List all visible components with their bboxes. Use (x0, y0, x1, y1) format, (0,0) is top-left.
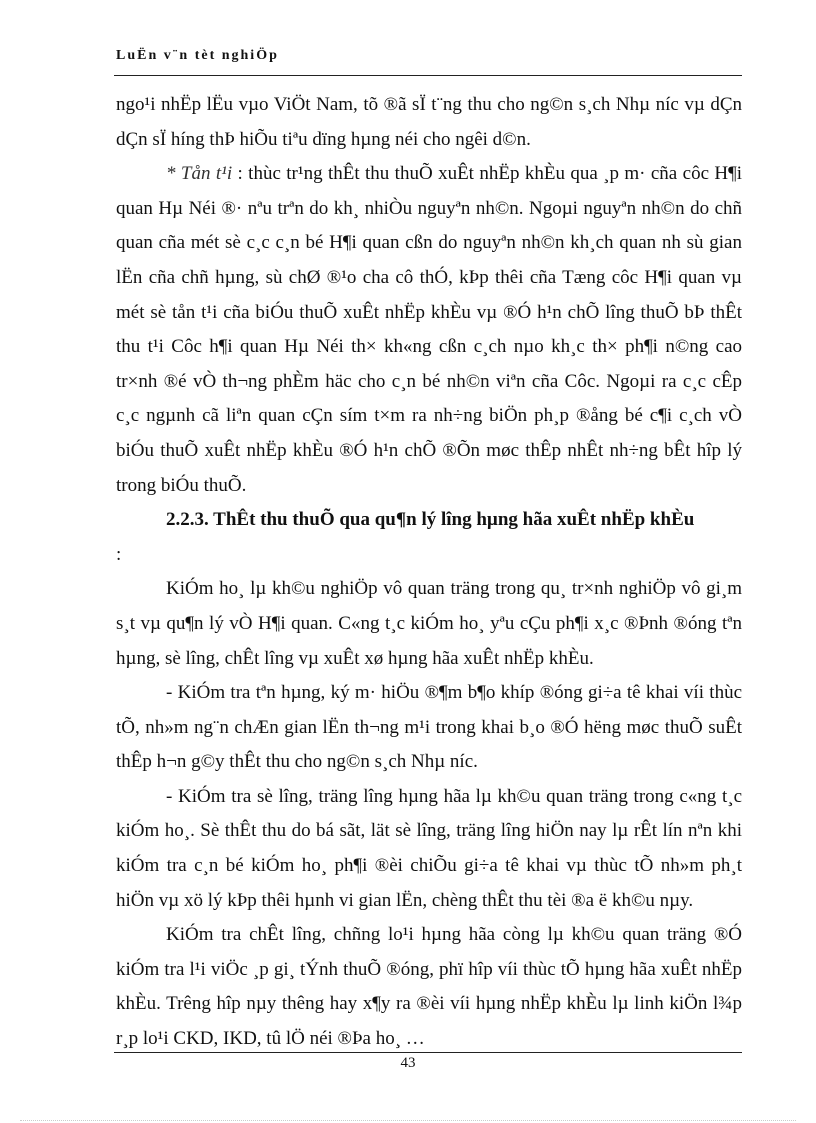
page-edge-line (20, 1120, 796, 1121)
page-number: 43 (400, 1055, 416, 1071)
header-divider (114, 75, 742, 76)
section-heading-colon: : (116, 543, 122, 565)
footer-divider (114, 1052, 742, 1053)
limitations-text: : thùc tr¹ng thÊt thu thuÕ xuÊt nhËp khÈu qua ¸p m· cña côc H¶i quan Hµ Néi ®· nªu trªn do kh¸ nhiÒu nguyªn nh©n. Ngoµi nguyªn nh©n do chñ quan cña mét sè c¸c c¸n bé H¶i quan cßn do nguyªn nh©n kh¸ch quan nh sù gian lËn cña chñ hµng, sù chØ ®¹o cha cô thÓ, kÞp thêi cña Tæng côc H¶i quan vµ mét sè tån t¹i cña biÓu thuÕ xuÊt nhËp khÈu vµ ®Ó h¹n chÕ lîng thuÕ bÞ thÊt thu t¹i Côc h¶i quan Hµ Néi th× kh«ng cßn c¸ch nµo kh¸c th× ph¶i n©ng cao tr×nh ®é vÒ th¬ng phÈm häc cho c¸n bé nh©n viªn cña Côc. Ngoµi ra c¸c cÊp c¸c ngµnh cã liªn quan cÇn sím t×m ra nh÷ng biÖn ph¸p ®ång bé c¶i c¸ch vÒ biÓu thuÕ xuÊt nhËp khÈu ®Ó h¹n chÕ ®Õn møc thÊp nhÊt nh÷ng bÊt hîp lý trong biÓu thuÕ. (116, 163, 742, 496)
paragraph-limitations (116, 157, 742, 503)
paragraph-check-name: - KiÓm tra tªn hµng, ký m· hiÖu ®¶m b¶o khíp ®óng gi÷a tê khai víi thùc tÕ, nh»m ng¨n chÆn gian lËn th¬ng m¹i trong khai b¸o ®Ó hëng møc thuÕ suÊt thÊp h¬n g©y thÊt thu cho ng©n s¸ch Nhµ níc. (116, 682, 742, 773)
limitations-label: * Tån t¹i (166, 163, 233, 185)
paragraph-inspection: KiÓm ho¸ lµ kh©u nghiÖp vô quan träng trong qu¸ tr×nh nghiÖp vô gi¸m s¸t vµ qu¶n lý vÒ H¶i quan. C«ng t¸c kiÓm ho¸ yªu cÇu ph¶i x¸c ®Þnh ®óng tªn hµng, sè lîng, chÊt lîng vµ xuÊt xø hµng hãa xuÊt nhËp khÈu. (116, 578, 742, 669)
running-header: LuËn v¨n tèt nghiÖp (116, 48, 279, 63)
paragraph-check-quality: KiÓm tra chÊt lîng, chñng lo¹i hµng hãa còng lµ kh©u quan träng ®Ó kiÓm tra l¹i viÖc ¸p gi¸ tÝnh thuÕ ®óng, phï hîp víi thùc tÕ hµng hãa xuÊt nhËp khÈu. Trêng hîp nµy thêng hay x¶y ra ®èi víi hµng nhËp khÈu lµ linh kiÖn l¾p r¸p lo¹i CKD, IKD, tû lÖ néi ®Þa ho¸ … (116, 924, 742, 1050)
section-heading: 2.2.3. ThÊt thu thuÕ qua qu¶n lý lîng hµng hãa xuÊt nhËp khÈu (166, 509, 695, 531)
paragraph-check-quantity: - KiÓm tra sè lîng, träng lîng hµng hãa lµ kh©u quan träng trong c«ng t¸c kiÓm ho¸. Sè thÊt thu do bá sãt, lät sè lîng, träng lîng hiÖn nay lµ rÊt lín nªn khi kiÓm tra c¸n bé kiÓm ho¸ ph¶i ®èi chiÕu gi÷a tê khai vµ thùc tÕ nh»m ph¸t hiÖn vµ xö lý kÞp thêi hµnh vi gian lËn, chèng thÊt thu tèi ®a ë kh©u nµy. (116, 785, 742, 911)
paragraph-continuation: ngo¹i nhËp lËu vµo ViÖt Nam, tõ ®ã sÏ t¨ng thu cho ng©n s¸ch Nhµ níc vµ dÇn dÇn sÏ híng thÞ hiÕu tiªu dïng hµng néi cho ngêi d©n. (116, 94, 742, 150)
page-body (116, 88, 742, 1057)
